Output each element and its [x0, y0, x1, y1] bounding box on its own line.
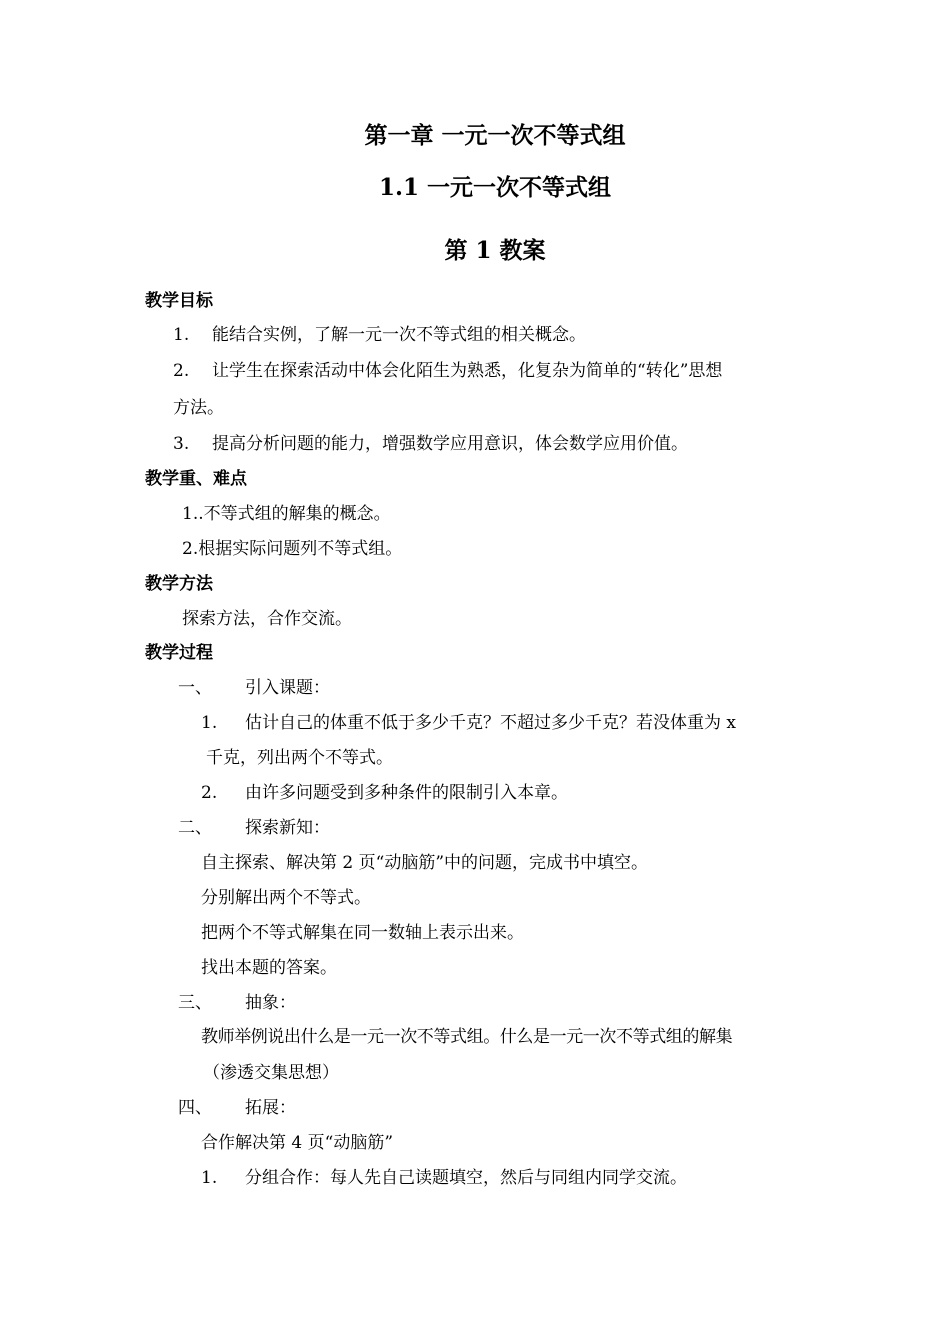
- process-item: [201, 781, 568, 805]
- key-point-item: 2.根据实际问题列不等式组。: [182, 539, 403, 559]
- method-text: 探索方法，合作交流。: [182, 609, 352, 629]
- process-section-header: [178, 991, 296, 1015]
- method-heading: 教学方法: [145, 574, 213, 594]
- process-line: 找出本题的答案。: [201, 958, 337, 978]
- goal-item: [173, 323, 586, 347]
- process-item: [201, 711, 736, 735]
- key-points-heading: 教学重、难点: [145, 469, 247, 489]
- section-title: 探索新知：: [245, 818, 330, 838]
- item-number: 1.: [201, 713, 218, 733]
- item-text: 由许多问题受到多种条件的限制引入本章。: [245, 783, 568, 803]
- section-number: 三、: [178, 993, 212, 1013]
- section-number: 二、: [178, 818, 212, 838]
- process-item: [201, 1166, 687, 1190]
- process-section-header: [178, 676, 330, 700]
- goal-number: 3.: [173, 434, 190, 454]
- item-continuation: 千克，列出两个不等式。: [206, 748, 393, 768]
- goal-item: [173, 432, 688, 456]
- goal-number: 1.: [173, 325, 190, 345]
- section-title: 引入课题：: [245, 678, 330, 698]
- goal-text: 提高分析问题的能力，增强数学应用意识，体会数学应用价值。: [212, 434, 688, 454]
- item-text: 分组合作：每人先自己读题填空，然后与同组内同学交流。: [245, 1168, 687, 1188]
- chapter-title: 第一章 一元一次不等式组: [364, 122, 626, 149]
- goal-continuation: 方法。: [173, 398, 224, 418]
- process-line: 教师举例说出什么是一元一次不等式组。什么是一元一次不等式组的解集: [201, 1027, 733, 1047]
- item-number: 2.: [201, 783, 218, 803]
- process-line: 合作解决第 4 页“动脑筋”: [201, 1133, 394, 1153]
- section-title: 拓展：: [245, 1098, 296, 1118]
- process-section-header: [178, 1096, 296, 1120]
- process-line: （渗透交集思想）: [203, 1063, 339, 1083]
- key-point-item: 1..不等式组的解集的概念。: [182, 504, 391, 524]
- process-line: 把两个不等式解集在同一数轴上表示出来。: [201, 923, 524, 943]
- goals-heading: 教学目标: [145, 291, 213, 311]
- item-text: 估计自己的体重不低于多少千克？不超过多少千克？若没体重为 x: [245, 713, 736, 733]
- goal-item: [173, 359, 722, 383]
- lesson-title: 第 1 教案: [444, 237, 546, 264]
- process-section-header: [178, 816, 330, 840]
- goal-text: 让学生在探索活动中体会化陌生为熟悉，化复杂为简单的“转化”思想: [212, 361, 723, 381]
- section-title: 1.1 一元一次不等式组: [378, 174, 612, 201]
- section-title: 抽象：: [245, 993, 296, 1013]
- section-number: 一、: [178, 678, 212, 698]
- process-heading: 教学过程: [145, 643, 213, 663]
- process-line: 自主探索、解决第 2 页“动脑筋”中的问题，完成书中填空。: [201, 853, 649, 873]
- item-number: 1.: [201, 1168, 218, 1188]
- goal-number: 2.: [173, 361, 190, 381]
- process-line: 分别解出两个不等式。: [201, 888, 371, 908]
- section-number: 四、: [178, 1098, 212, 1118]
- goal-text: 能结合实例，了解一元一次不等式组的相关概念。: [212, 325, 586, 345]
